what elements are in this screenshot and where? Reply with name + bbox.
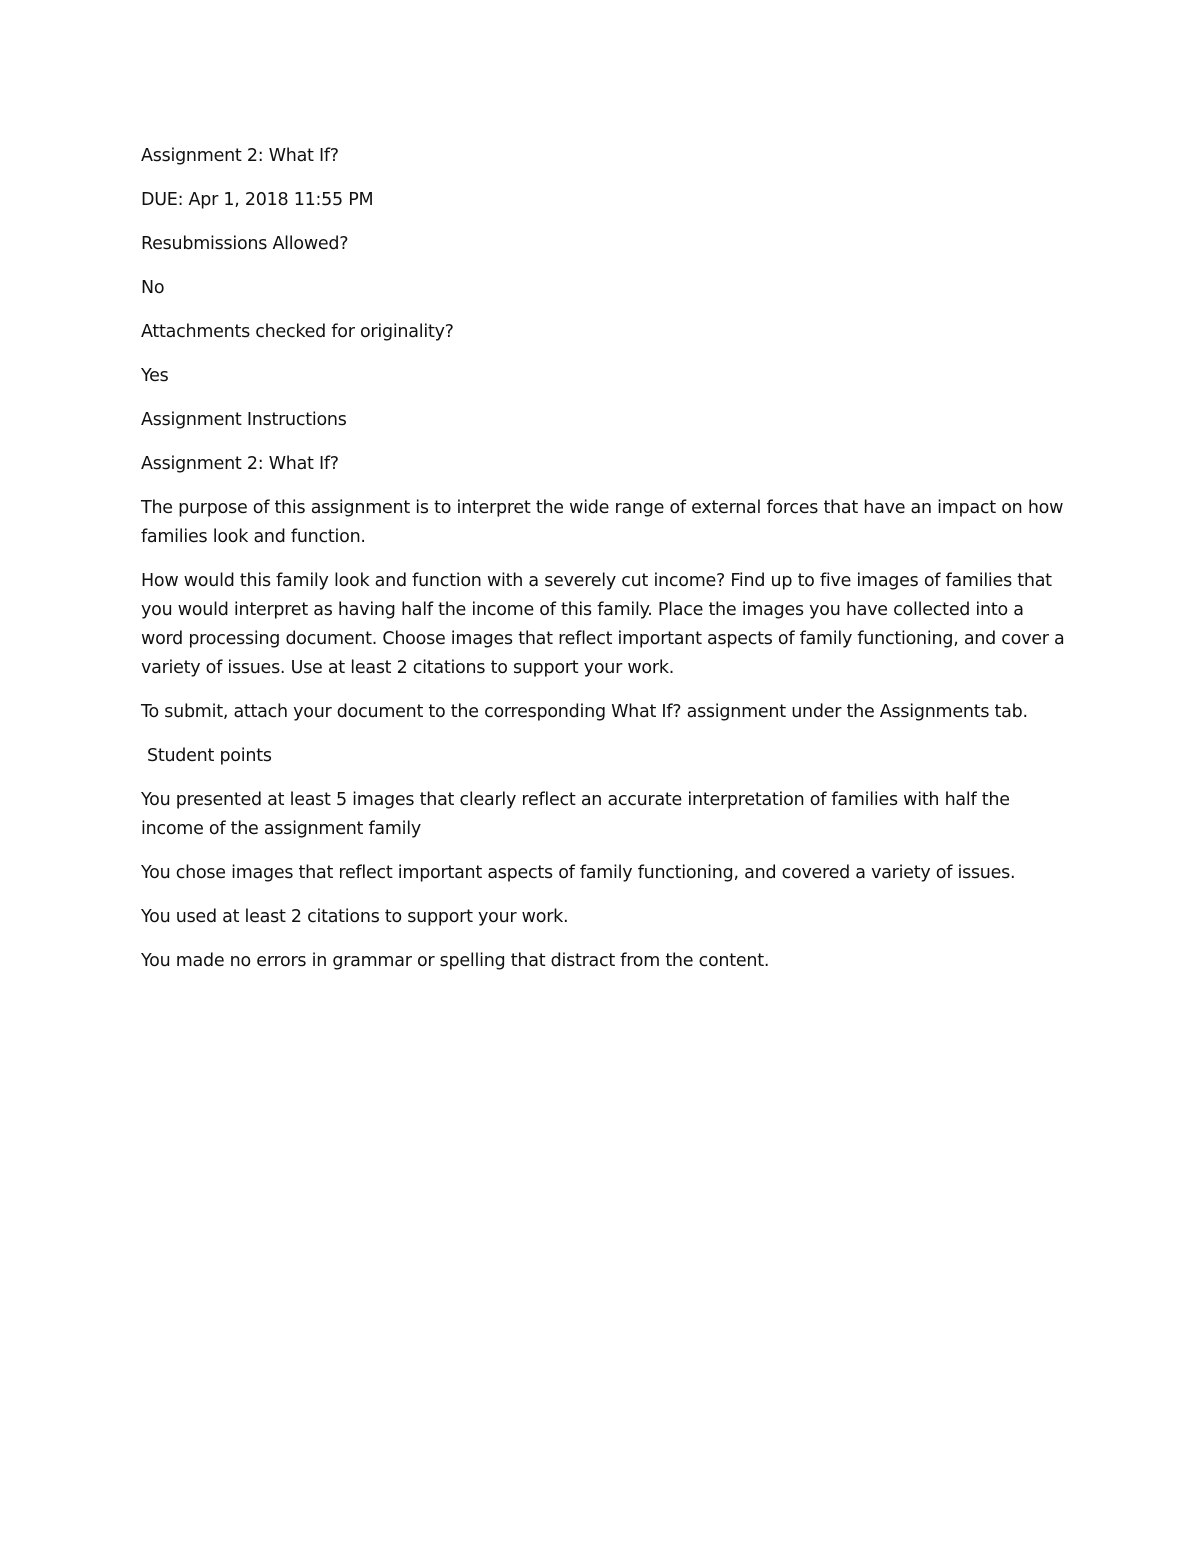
- originality-label: Attachments checked for originality?: [141, 322, 454, 342]
- criterion-grammar: You made no errors in grammar or spelling that distract from the content.: [141, 951, 770, 971]
- assignment-title: Assignment 2: What If?: [141, 146, 339, 166]
- document-body: [141, 142, 1066, 991]
- student-points-heading: Student points: [147, 746, 272, 766]
- task-paragraph: How would this family look and function with a severely cut income? Find up to five images of families that you would interpret as having half the income of this family. Place the images you have collected into a word processing document. Choose images that reflect important aspects of family functioning, and cover a variety of issues. Use at least 2 citations to support your work.: [141, 571, 1065, 678]
- submit-paragraph: To submit, attach your document to the corresponding What If? assignment under the Assignments tab.: [141, 702, 1028, 722]
- resubmissions-value: No: [141, 278, 165, 298]
- resubmissions-label: Resubmissions Allowed?: [141, 234, 349, 254]
- criterion-aspects: You chose images that reflect important aspects of family functioning, and covered a variety of issues.: [141, 863, 1016, 883]
- due-date: DUE: Apr 1, 2018 11:55 PM: [141, 190, 374, 210]
- criterion-citations: You used at least 2 citations to support your work.: [141, 907, 569, 927]
- purpose-paragraph: The purpose of this assignment is to interpret the wide range of external forces that have an impact on how families look and function.: [141, 498, 1064, 547]
- criterion-images: You presented at least 5 images that clearly reflect an accurate interpretation of families with half the income of the assignment family: [141, 790, 1010, 839]
- instructions-title: Assignment 2: What If?: [141, 454, 339, 474]
- originality-value: Yes: [141, 366, 169, 386]
- instructions-heading: Assignment Instructions: [141, 410, 347, 430]
